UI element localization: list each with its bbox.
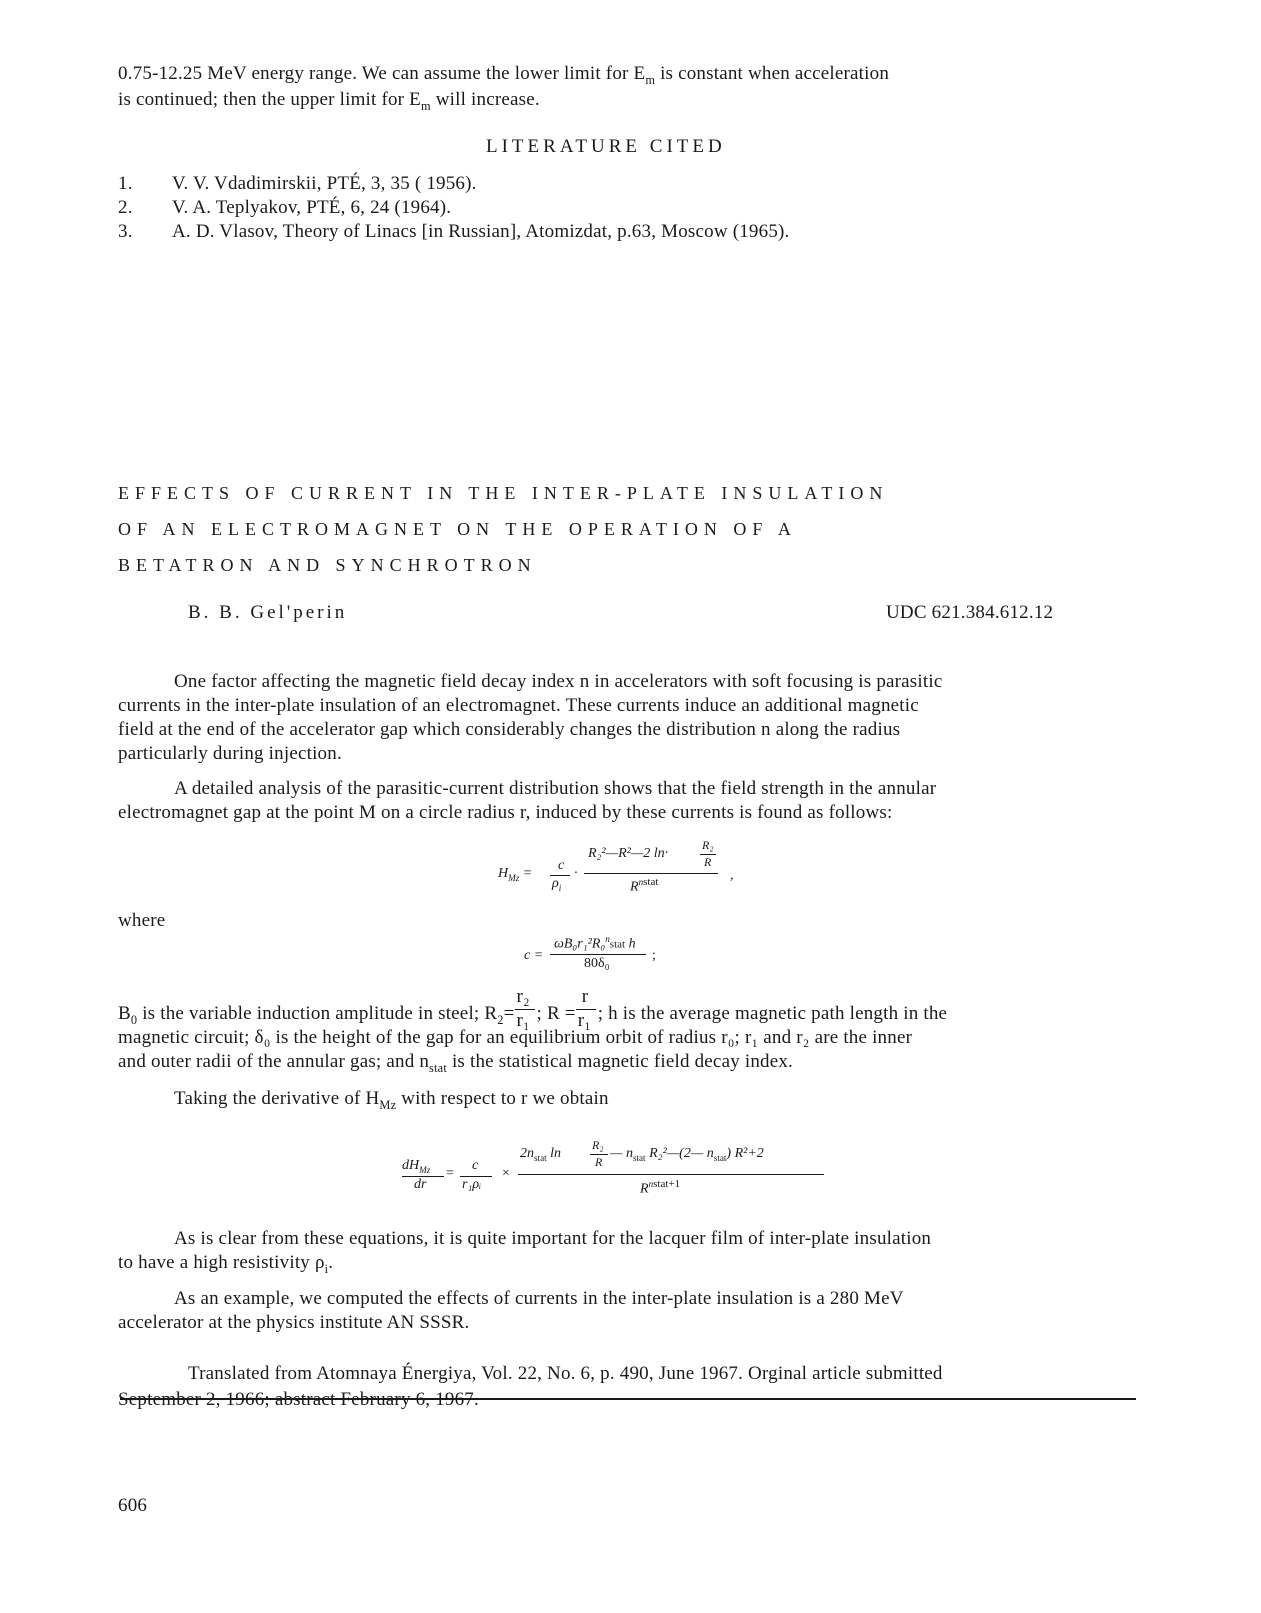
author-name: B. B. Gel'perin: [188, 602, 348, 623]
references-heading: LITERATURE CITED: [486, 136, 726, 157]
para2-line-2: electromagnet gap at the point M on a circle radius r, induced by these currents is found as follows:: [118, 802, 893, 823]
continuation-line-1: 0.75-12.25 MeV energy range. We can assume the lower limit for $E_m$ is constant when acceleration: [118, 63, 890, 87]
para5-line-1: As is clear from these equations, it is quite important for the lacquer film of inter-plate insulation: [174, 1228, 932, 1249]
para3-line-1: $B_0$ is the variable induction amplitude in steel; $R_2=$ $\frac{\text{r₂}}{\text{r₁}}$ ; R = $\frac{r}{\text{r₁}}$ ; h is the average magnetic path length in the: [118, 985, 948, 1031]
para3-line-2: magnetic circuit; δ₀ is the height of the gap for an equilibrium orbit of radius r₀; r₁ and r₂ are the inner: [118, 1027, 913, 1048]
para5-line-2: to have a high resistivity $\rho_i$.: [118, 1252, 334, 1276]
equation-2: c = ωB₀r₁²R₀$^n$stat h 80δ₀ ;: [524, 934, 656, 971]
article-title-line-3: BETATRON AND SYNCHROTRON: [118, 555, 537, 575]
continuation-line-2: is continued; then the upper limit for $E_m$ will increase.: [118, 89, 540, 113]
page-number: 606: [118, 1495, 148, 1516]
reference-2-number: 2.: [118, 197, 133, 218]
reference-1-text: V. V. Vdadimirskii, PTÉ, 3, 35 ( 1956).: [172, 173, 477, 194]
footnote-line-2: September 2, 1966; abstract February 6, 1967.: [118, 1389, 479, 1410]
para4-line: Taking the derivative of $H_{Mz}$ with respect to r we obtain: [174, 1088, 609, 1112]
para1-line-4: particularly during injection.: [118, 743, 342, 764]
reference-3-number: 3.: [118, 221, 133, 242]
equation-1: $H_{Mz}$ = c $\rho_i$ · R₂²—R²—2 ln· R₂ R $R^{nstat}$ ,: [498, 838, 734, 895]
article-title-line-2: OF AN ELECTROMAGNET ON THE OPERATION OF A: [118, 519, 797, 539]
reference-2-text: V. A. Teplyakov, PTÉ, 6, 24 (1964).: [172, 197, 452, 218]
udc-code: UDC 621.384.612.12: [886, 602, 1054, 623]
para6-line-2: accelerator at the physics institute AN SSSR.: [118, 1312, 470, 1333]
reference-1-number: 1.: [118, 173, 133, 194]
equation-3: $dH_{Mz}$ dr = c r₁ρᵢ × $2n_{stat}$ ln R₂ R — $n_{stat}$ R₂²—(2— $n_{stat}$) R²+2 $R^{nstat+1}$: [402, 1138, 842, 1198]
para1-line-3: field at the end of the accelerator gap which considerably changes the distribution n along the radius: [118, 719, 901, 740]
para1-line-2: currents in the inter-plate insulation of an electromagnet. These currents induce an additional magnetic: [118, 695, 919, 716]
para3-line-3: and outer radii of the annular gas; and $n_{stat}$ is the statistical magnetic field decay index.: [118, 1051, 794, 1075]
footnote-line-1: Translated from Atomnaya Énergiya, Vol. 22, No. 6, p. 490, June 1967. Orginal article submitted: [188, 1363, 943, 1384]
article-title-line-1: EFFECTS OF CURRENT IN THE INTER-PLATE INSULATION: [118, 483, 889, 503]
para2-line-1: A detailed analysis of the parasitic-current distribution shows that the field strength in the annular: [174, 778, 937, 799]
reference-3-text: A. D. Vlasov, Theory of Linacs [in Russian], Atomizdat, p.63, Moscow (1965).: [172, 221, 790, 242]
para1-line-1: One factor affecting the magnetic field decay index n in accelerators with soft focusing is parasitic: [174, 671, 943, 692]
where-label: where: [118, 910, 166, 931]
para6-line-1: As an example, we computed the effects of currents in the inter-plate insulation is a 280 MeV: [174, 1288, 904, 1309]
